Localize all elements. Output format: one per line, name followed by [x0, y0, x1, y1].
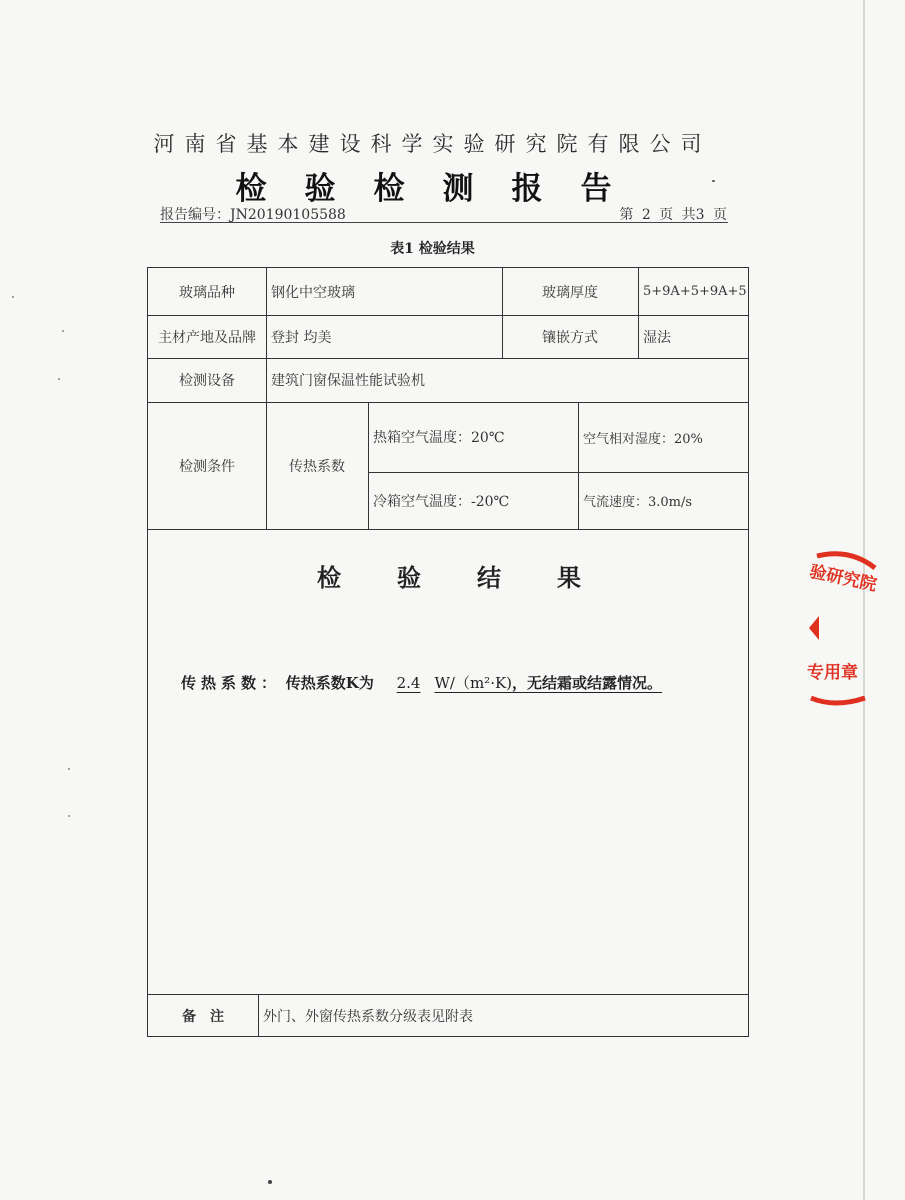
report-number: 报告编号：JN20190105588: [160, 207, 346, 223]
scan-speck: [68, 815, 70, 817]
thickness-label: 玻璃厚度: [542, 284, 598, 301]
scan-speck: [12, 296, 14, 298]
official-seal-stamp: [805, 548, 905, 708]
equipment-value: 建筑门窗保温性能试验机: [271, 373, 425, 389]
remarks-value: 外门、外窗传热系数分级表见附表: [263, 1008, 473, 1025]
humidity: 空气相对湿度：20%: [583, 431, 703, 447]
scan-speck: [68, 768, 70, 770]
organization-name: 河南省基本建设科学实验研究院有限公司: [153, 132, 712, 156]
hot-box-temp: 热箱空气温度：20℃: [373, 430, 505, 446]
install-value: 湿法: [643, 329, 671, 346]
scan-speck: [62, 330, 64, 332]
thickness-value: 5+9A+5+9A+5: [643, 284, 747, 299]
origin-value: 登封 均美: [271, 329, 332, 346]
origin-label: 主材产地及品牌: [158, 329, 256, 346]
scan-speck: [712, 180, 715, 182]
remarks-label: 备注: [182, 1008, 238, 1025]
results-statement: [181, 672, 662, 693]
results-unit: W/（m²·K): [434, 674, 513, 692]
cold-box-temp: 冷箱空气温度：-20℃: [373, 493, 510, 510]
header-divider: [160, 222, 728, 223]
results-value: 2.4: [396, 674, 421, 692]
seal-top-text: 验研究院: [807, 561, 879, 596]
glass-type-value: 钢化中空玻璃: [271, 284, 355, 301]
results-prefix: 传热系数K为: [285, 674, 374, 692]
results-label: 传热系数：: [181, 674, 282, 692]
scan-speck: [268, 1180, 272, 1184]
table-caption: 表1 检验结果: [390, 241, 475, 257]
glass-type-label: 玻璃品种: [179, 284, 235, 301]
results-value-group: [379, 674, 662, 692]
equipment-label: 检测设备: [179, 373, 235, 389]
seal-bottom-text: 专用章: [807, 663, 858, 683]
table-rule: [148, 529, 748, 530]
page-number: 第 2 页 共3 页: [619, 207, 727, 223]
airflow: 气流速度：3.0m/s: [583, 495, 693, 510]
scan-speck: [58, 378, 60, 380]
report-title: 检验检测报告: [235, 171, 650, 207]
conditions-sub-label: 传热系数: [289, 458, 345, 475]
results-suffix: ，无结霜或结露情况。: [512, 674, 663, 692]
install-label: 镶嵌方式: [542, 329, 598, 346]
results-table: [147, 267, 749, 1037]
results-title: 检验结果: [317, 563, 637, 592]
conditions-label: 检测条件: [179, 458, 235, 475]
